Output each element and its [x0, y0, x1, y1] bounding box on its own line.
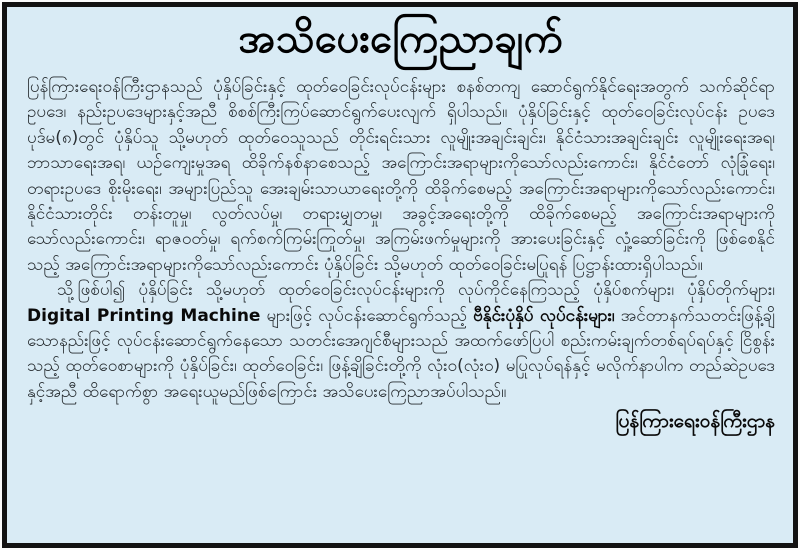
body-text: ပြန်ကြားရေးဝန်ကြီးဌာနသည် ပုံနှိပ်ခြင်းနှင့် ထုတ်ဝေခြင်းလုပ်ငန်းများ စနစ်တကျ ဆောင်ရွက်နိုင်ရေးအတွက် သက်ဆိုင်ရာ ဥပဒေ၊ နည်းဥပဒေများနှင့်အညီ စိစစ်ကြီးကြပ်ဆောင်ရွက်ပေးလျက် ရှိပါသည်။ ပုံနှိပ်ခြင်းနှင့် ထုတ်ဝေခြင်းလုပ်ငန်း ဥပဒေပုဒ်မ(၈)တွင် ပုံနှိပ်သူ သို့မဟုတ် ထုတ်ဝေသူသည် တိုင်းရင်းသား လူမျိုးအချင်းချင်း၊ နိုင်ငံသားအချင်းချင်း လူမျိုးရေးအရ၊ ဘာသာရေးအရ၊ ယဉ်ကျေးမှုအရ ထိခိုက်နစ်နာစေသည့် အကြောင်းအရာများကိုသော်လည်းကောင်း၊ နိုင်ငံတော် လုံခြုံရေး၊ တရားဥပဒေ စိုးမိုးရေး၊ အများပြည်သူ အေးချမ်းသာယာရေးတို့ကို ထိခိုက်စေမည့် အကြောင်းအရာများကိုသော်လည်းကောင်း၊ နိုင်ငံသားတိုင်း တန်းတူမှု၊ လွတ်လပ်မှု၊ တရားမျှတမှု၊ အခွင့်အရေးတို့ကို ထိခိုက်စေမည့် အကြောင်းအရာများကိုသော်လည်းကောင်း၊ ရာဇဝတ်မှု၊ ရက်စက်ကြမ်းကြုတ်မှု၊ အကြမ်းဖက်မှုများကို အားပေးခြင်းနှင့် လှုံ့ဆော်ခြင်းကို ဖြစ်စေနိုင်သည့် အကြောင်းအရာများကိုသော်လည်းကောင်း ပုံနှိပ်ခြင်း သို့မဟုတ် ထုတ်ဝေခြင်းမပြုရန် ပြဋ္ဌာန်းထားရှိပါသည်။	[27, 77, 775, 275]
document-body	[27, 75, 775, 405]
body-text: သို့ဖြစ်ပါ၍ ပုံနှိပ်ခြင်း သို့မဟုတ် ထုတ်ဝေခြင်းလုပ်ငန်းများကို လုပ်ကိုင်နေကြသည့် ပုံနှိပ်စက်များ၊ ပုံနှိပ်တိုက်များ၊	[57, 280, 775, 301]
paragraph-legal-provisions	[27, 75, 775, 278]
body-text: များဖြင့် လုပ်ငန်းဆောင်ရွက်သည့်	[260, 305, 474, 326]
emphasized-text: Digital Printing Machine	[27, 305, 261, 326]
paragraph-warning	[27, 278, 775, 405]
emphasized-text: ဗီနိုင်းပုံနှိပ် လုပ်ငန်းများ၊	[473, 305, 615, 326]
page-title: အသိပေးကြေညာချက်	[238, 16, 564, 62]
body-text: အင်တာနက်သတင်းဖြန့်ချိသောနည်းဖြင့် လုပ်ငန်းဆောင်ရွက်နေသော သတင်းအေဂျင်စီများသည် အထက်ဖော်ပြပါ စည်းကမ်းချက်တစ်ရပ်ရပ်နှင့် ငြိစွန်းသည့် ထုတ်ဝေစာများကို ပုံနှိပ်ခြင်း၊ ထုတ်ဝေခြင်း၊ ဖြန့်ချိခြင်းတို့ကို လုံးဝ(လုံးဝ) မပြုလုပ်ရန်နှင့် မလိုက်နာပါက တည်ဆဲဥပဒေနှင့်အညီ ထိရောက်စွာ အရေးယူမည်ဖြစ်ကြောင်း အသိပေးကြေညာအပ်ပါသည်။	[27, 305, 775, 402]
signature-ministry: ပြန်ကြားရေးဝန်ကြီးဌာန	[615, 410, 775, 433]
announcement-document	[2, 2, 798, 548]
